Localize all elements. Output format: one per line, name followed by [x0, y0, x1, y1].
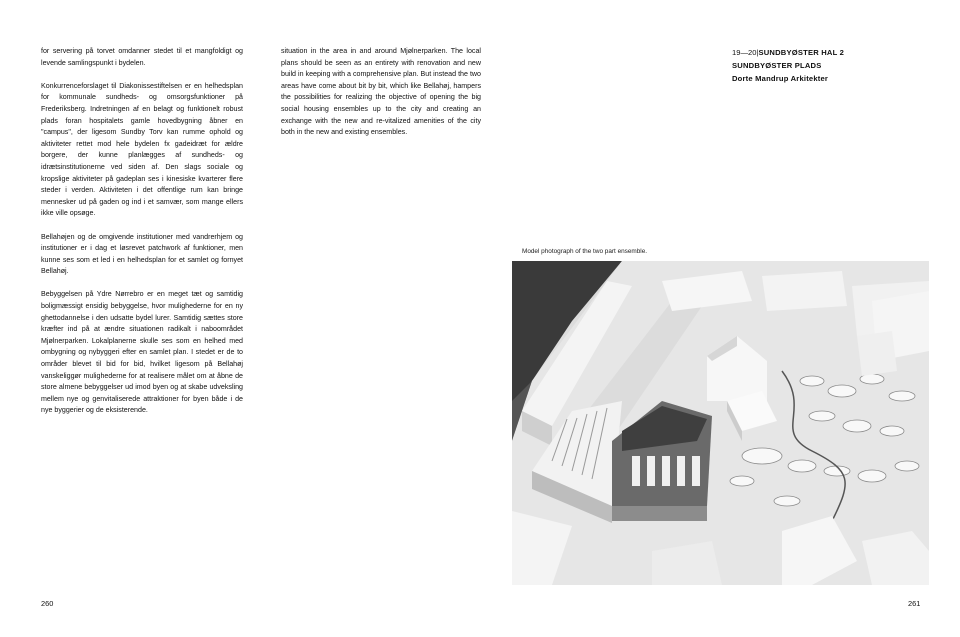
paragraph: situation in the area in and around Mjølnerparken. The local plans should be seen as an entirety with renovation and new build in keeping with a comprehensive plan. But instead the two areas have come about bit by bit, which like Bellahøj, hampers the possibilities for realizing the objective of opening the big social housing ensembles up to the city and creating an exchange with the new and re-vitalized amenities of the city both in the new and existing ensembles. — [281, 47, 481, 137]
model-photo-illustration — [512, 261, 929, 585]
left-text-column-2 — [281, 46, 481, 150]
project-architect: Dorte Mandrup Arkitekter — [732, 74, 829, 83]
left-text-column-1 — [41, 46, 243, 429]
header-separator: | — [756, 48, 759, 57]
paragraph: for servering på torvet omdanner stedet til et mangfoldigt og levende samlingspunkt i bydelen. — [41, 47, 243, 67]
paragraph: Konkurrenceforslaget til Diakonissestiftelsen er en helhedsplan for kommunale sundheds- og omsorgsfunktioner på Frederiksberg. Indretningen af en belagt og funktionelt robust plads foran hospitalets gamle hovedbygning åbner en "campus", der ligesom Sundby Torv kan rumme ophold og aktiviteter rettet mod hele bydelen fx gadeidræt for ældre borgere, der kunne planlægges af sundheds- og idrætsinstitutionerne ved siden af. Den slags sociale og kropslige aktiviteter på gadeplan ses i kinesiske kvarterer flere steder i verden. Aktiviteten i det offentlige rum kan bringe mennesker ud på gaden og ind i et samvær, som mange ellers ikke ville opsøge. — [41, 81, 243, 218]
paragraph: Bellahøjen og de omgivende institutioner med vandrerhjem og institutioner er i dag et løsrevet patchwork af funktioner, men kunne ses som et led i en helhedsplan for et samlet og fornyet Bellahøj. — [41, 232, 243, 276]
project-title-line — [732, 46, 844, 59]
project-name: SUNDBYØSTER HAL 2 — [758, 48, 845, 57]
project-place: SUNDBYØSTER PLADS — [732, 61, 822, 70]
page-number-right: 261 — [908, 599, 921, 608]
project-range: 19—20 — [732, 48, 757, 57]
paragraph: Bebyggelsen på Ydre Nørrebro er en meget tæt og samtidig boligmæssigt ensidig bebyggelse, hvor mulighederne for en ny ghettodannelse i den udsatte bydel lurer. Samtidig sættes store kræfter ind på at ændre situationen radikalt i naboområdet Mjølnerparken. Lokalplanerne skulle ses som en helhed med ombygning og nybyggeri efter en samlet plan. I stedet er de to områder blevet til bid for bid, hvilket ligesom på Bellahøj vanskeliggør mulighederne for at realisere målet om at åbne de store almene bebyggelser ud imod byen og at skabe udveksling mellem nye og genvitaliserede attraktioner for byen både i de nye byggerier og de eksisterende. — [41, 290, 243, 415]
model-photograph — [512, 261, 929, 585]
photo-caption: Model photograph of the two part ensemble. — [522, 248, 648, 255]
project-header — [732, 46, 844, 85]
page-number-left: 260 — [41, 599, 54, 608]
